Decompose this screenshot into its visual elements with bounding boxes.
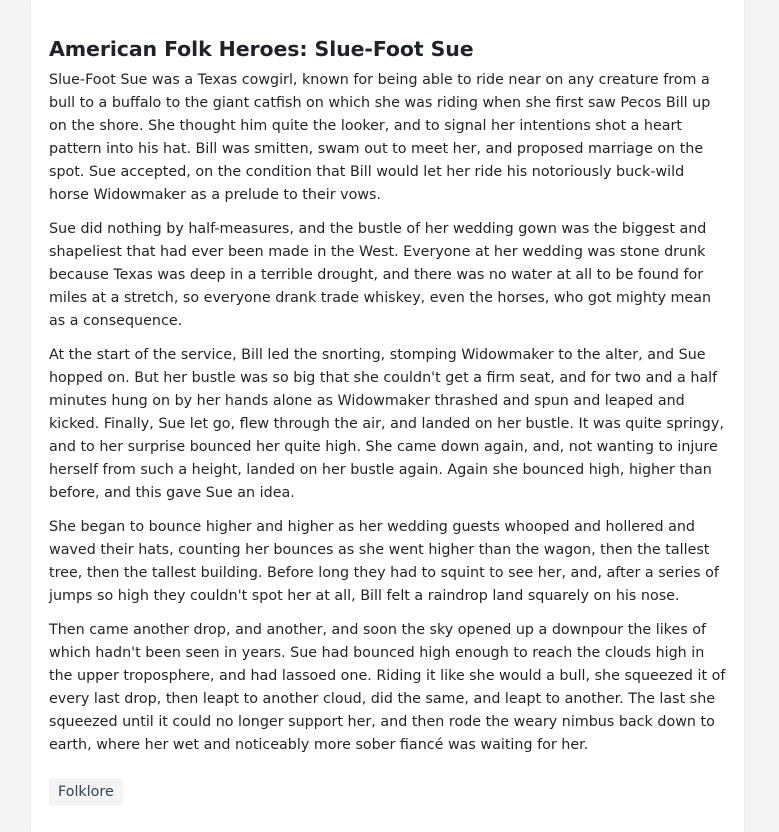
article-card bbox=[31, 0, 744, 832]
article-paragraph-1: Slue-Foot Sue was a Texas cowgirl, known for being able to ride near on any creature from a bull to a buffalo to the giant catfish on which she was riding when she first saw Pecos Bill up on the shore. She thought him quite the looker, and to signal her intentions shot a heart pattern into his hat. Bill was smitten, swam out to meet her, and proposed marriage on the spot. Sue accepted, on the condition that Bill would let her ride his notoriously buck-wild horse Widowmaker as a prelude to their vows. bbox=[49, 72, 711, 203]
tag-folklore[interactable]: Folklore bbox=[49, 778, 123, 806]
article-paragraph-2: Sue did nothing by half-measures, and the bustle of her wedding gown was the biggest and shapeliest that had ever been made in the West. Everyone at her wedding was stone drunk because Texas was deep in a terrible drought, and there was no water at all to be found for miles at a stretch, so everyone drank trade whiskey, even the horses, who got mighty mean as a consequence. bbox=[49, 221, 712, 329]
article-paragraph-5: Then came another drop, and another, and soon the sky opened up a downpour the likes of which hadn't been seen in years. Sue had bounced high enough to reach the clouds high in the upper troposphere, and had lassoed one. Riding it like she would a bull, she squeezed it of every last drop, then leapt to another cloud, did the same, and leapt to another. The last she squeezed until it could no longer support her, and then rode the weary nimbus back down to earth, where her wet and noticeably more sober fiancé was waiting for her. bbox=[49, 622, 726, 753]
article-title: American Folk Heroes: Slue-Foot Sue bbox=[49, 37, 474, 61]
article-paragraph-3: At the start of the service, Bill led the snorting, stomping Widowmaker to the alter, and Sue hopped on. But her bustle was so big that she couldn't get a firm seat, and for two and a half minutes hung on by her hands alone as Widowmaker thrashed and spun and leaped and kicked. Finally, Sue let go, flew through the air, and landed on her bustle. It was quite springy, and to her surprise bounced her quite high. She came down again, and, not wanting to injure herself from such a height, landed on her bustle again. Again she bounced high, higher than before, and this gave Sue an idea. bbox=[49, 347, 724, 501]
article-paragraph-4: She began to bounce higher and higher as her wedding guests whooped and hollered and waved their hats, counting her bounces as she went higher than the wagon, then the tallest tree, then the tallest building. Before long they had to squint to see her, and, after a series of jumps so high they couldn't spot her at all, Bill felt a raindrop land squarely on his nose. bbox=[49, 519, 719, 604]
